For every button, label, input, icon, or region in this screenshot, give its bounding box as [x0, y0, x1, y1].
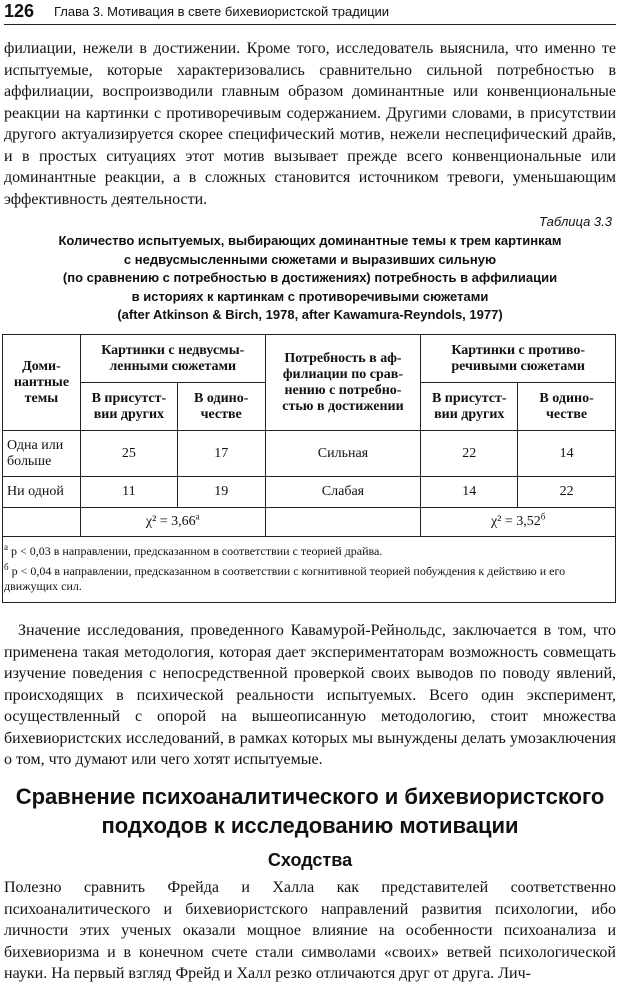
chi-value: χ² = 3,66	[145, 514, 196, 529]
table-footnote-a	[4, 544, 616, 559]
cell-value: 25	[80, 431, 177, 477]
caption-line: Количество испытуемых, выбирающих доминантные темы к трем картинкам	[58, 233, 562, 248]
subheader-alone: В одино-честве	[177, 383, 265, 431]
section-title-line: подходов к исследованию мотивации	[101, 813, 519, 838]
paragraph-2: Значение исследования, проведенного Кавамурой-Рейнольдс, заключается в том, что применена такая методология, которая дает экспериментаторам возможность совмещать изучение поведения с непосредственной проверкой своих выводов по поводу явлений, происходящих в психической реальности испытуемых. Всего один эксперимент, осуществленный с опорой на вышеописанную методологию, стоит множества бихевиористских исследований, в рамках которых мы вынуждены делать умозаключения о том, что думают или чего хотят испытуемые.	[4, 622, 616, 768]
chi-mark: б	[540, 511, 546, 522]
table-label: Таблица 3.3	[539, 214, 612, 229]
cell-need: Сильная	[265, 431, 421, 477]
paragraph-1: филиации, нежели в достижении. Кроме того, исследователь выяснила, что именно те испытуемые, которые характеризовались сравнительно сильной потребностью в аффилиации, воспроизводили главным образом доминантные или конвенциональные реакции на картинки с противоречивым содержанием. Другими словами, в присутствии другого актуализируется скорее специфический мотив, нежели неспецифический драйв, и в простых ситуациях этот мотив вызывает прежде всего конвенциональные или доминантные реакции, а в сложных становится источником тревоги, уменьшающим эффективность деятельности.	[4, 40, 616, 208]
footnote-text: p < 0,04 в направлении, предсказанном в соответствии с когнитивной теорией побуждения к действию и его движущих сил.	[4, 564, 566, 593]
subsection-title: Сходства	[267, 850, 353, 870]
table-row	[3, 477, 616, 508]
header-group-unambiguous: Картинки с недвусмы-ленными сюжетами	[80, 335, 265, 383]
subheader-presence: В присутст-вии других	[421, 383, 518, 431]
chi-square-1	[80, 508, 265, 537]
header-affiliation-need: Потребность в аф-филиации по срав-нению с потребно-стью в достижении	[265, 335, 421, 431]
footnote-mark: б	[4, 562, 9, 572]
empty-cell	[3, 508, 81, 537]
page-number: 126	[4, 1, 35, 21]
row-label: Ни одной	[3, 477, 81, 508]
subheader-presence: В присутст-вии других	[80, 383, 177, 431]
caption-line: (по сравнению с потребностью в достижениях) потребность в аффилиации	[62, 270, 558, 285]
data-table	[2, 334, 616, 537]
chi-value: χ² = 3,52	[490, 514, 541, 529]
cell-value: 22	[518, 477, 616, 508]
subheader-alone: В одино-честве	[518, 383, 616, 431]
cell-value: 19	[177, 477, 265, 508]
empty-cell	[265, 508, 421, 537]
paragraph-3: Полезно сравнить Фрейда и Халла как представителей соответственно психоаналитического и бихевиористского направлений развития психологии, ибо личности этих ученых оказали мощное влияние на особенности психоанализа и бихевиоризма и в конечном счете стали символами «своих» ветвей психологической науки. На первый взгляд Фрейд и Халл резко отличаются друг от друга. Лич-	[4, 879, 616, 982]
cell-value: 22	[421, 431, 518, 477]
footnote-text: p < 0,03 в направлении, предсказанном в соответствии с теорией драйва.	[11, 544, 383, 558]
header-group-ambiguous: Картинки с противо-речивыми сюжетами	[421, 335, 616, 383]
caption-line: в историях к картинкам с противоречивыми сюжетами	[131, 288, 489, 304]
table-footnote-b	[4, 564, 616, 594]
cell-value: 14	[518, 431, 616, 477]
caption-line: с недвусмысленными сюжетами и выразивших сильную	[123, 251, 497, 267]
section-title	[4, 782, 616, 840]
table-row-chi	[3, 508, 616, 537]
chi-square-2	[421, 508, 616, 537]
footnote-mark: a	[4, 542, 8, 552]
cell-value: 17	[177, 431, 265, 477]
row-label: Одна или больше	[3, 431, 81, 477]
cell-value: 14	[421, 477, 518, 508]
table-caption	[4, 232, 616, 325]
section-title-line: Сравнение психоаналитического и бихевиористского	[15, 784, 605, 809]
running-header	[4, 0, 616, 25]
table-row	[3, 431, 616, 477]
running-title: Глава 3. Мотивация в свете бихевиористской традиции	[54, 4, 390, 19]
cell-need: Слабая	[265, 477, 421, 508]
cell-value: 11	[80, 477, 177, 508]
header-dominant-themes: Доми-нантные темы	[3, 335, 81, 431]
caption-line: (after Atkinson & Birch, 1978, after Kawamura-Reyndols, 1977)	[117, 307, 503, 322]
chi-mark: a	[195, 511, 200, 522]
